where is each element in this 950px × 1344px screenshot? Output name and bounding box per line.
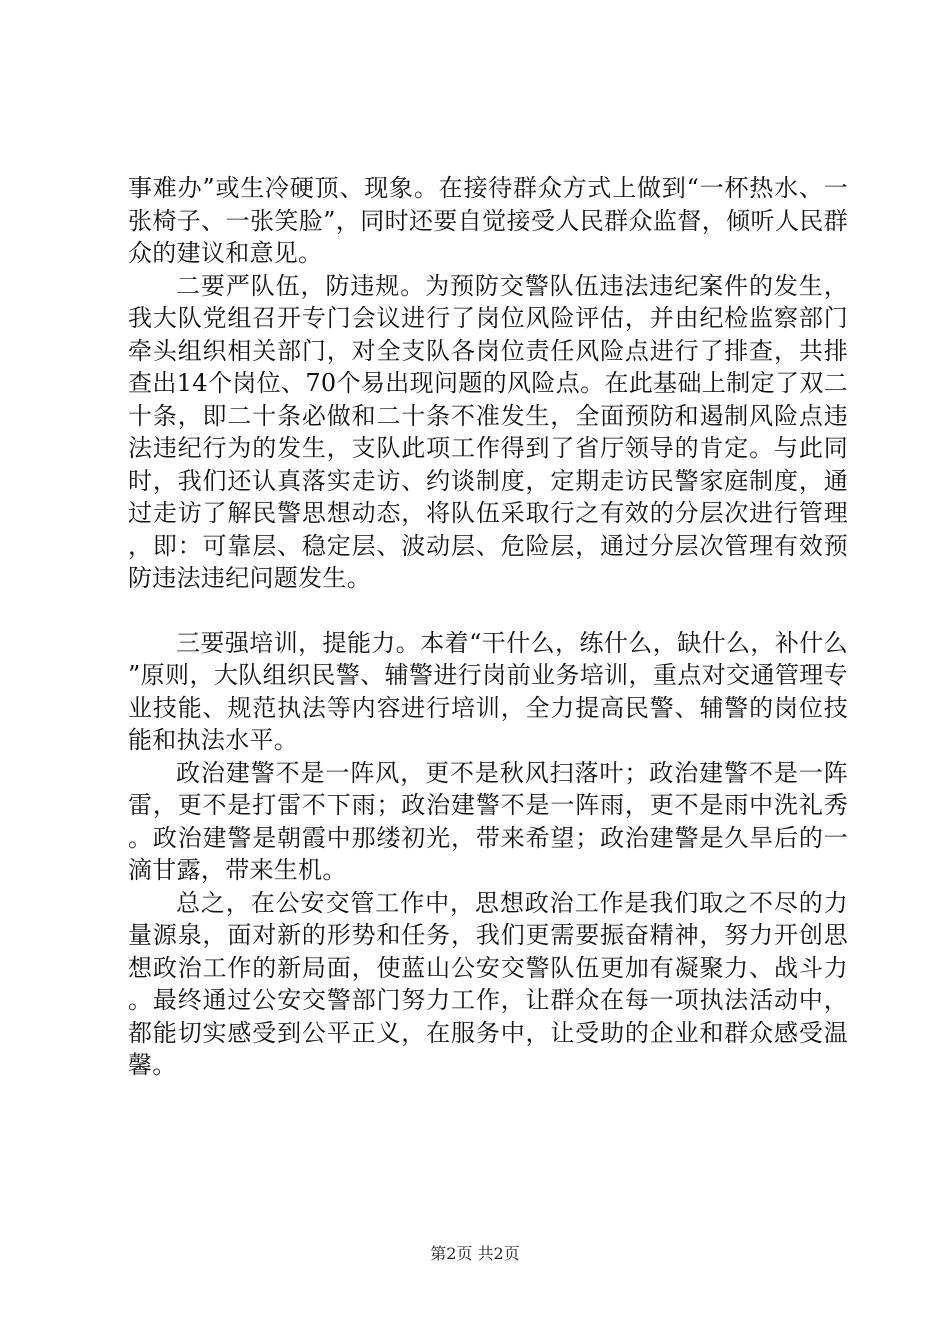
paragraph-political: 政治建警不是一阵风，更不是秋风扫落叶；政治建警不是一阵雷，更不是打雷不下雨；政治建警不是一阵雨，更不是雨中洗礼秀。政治建警是朝霞中那缕初光，带来希望；政治建警是久旱后的一滴甘露，带来生机。 [128, 758, 848, 884]
page-footer: 第2页 共2页 [430, 1244, 520, 1263]
paragraph-discipline: 二要严队伍，防违规。为预防交警队伍违法违纪案件的发生，我大队党组召开专门会议进行了岗位风险评估，并由纪检监察部门牵头组织相关部门，对全支队各岗位责任风险点进行了排查，共排查出14个岗位、70个易出现问题的风险点。在此基础上制定了双二十条，即二十条必做和二十条不准发生，全面预防和遏制风险点违法违纪行为的发生，支队此项工作得到了省厅领导的肯定。与此同时，我们还认真落实走访、约谈制度，定期走访民警家庭制度，通过走访了解民警思想动态，将队伍采取行之有效的分层次进行管理，即：可靠层、稳定层、波动层、危险层，通过分层次管理有效预防违法违纪问题发生。 [128, 271, 848, 592]
document-body [128, 172, 848, 1082]
paragraph-conclusion: 总之，在公安交管工作中，思想政治工作是我们取之不尽的力量源泉，面对新的形势和任务，我们更需要振奋精神，努力开创思想政治工作的新局面，使蓝山公安交警队伍更加有凝聚力、战斗力。最终通过公安交警部门努力工作，让群众在每一项执法活动中，都能切实感受到公平正义，在服务中，让受助的企业和群众感受温馨。 [128, 888, 848, 1079]
paragraph-training: 三要强培训，提能力。本着“干什么，练什么，缺什么，补什么”原则，大队组织民警、辅警进行岗前业务培训，重点对交通管理专业技能、规范执法等内容进行培训，全力提高民警、辅警的岗位技能和执法水平。 [128, 628, 848, 754]
paragraph-continuation: 事难办”或生冷硬顶、现象。在接待群众方式上做到“一杯热水、一张椅子、一张笑脸”，同时还要自觉接受人民群众监督，倾听人民群众的建议和意见。 [128, 174, 848, 267]
